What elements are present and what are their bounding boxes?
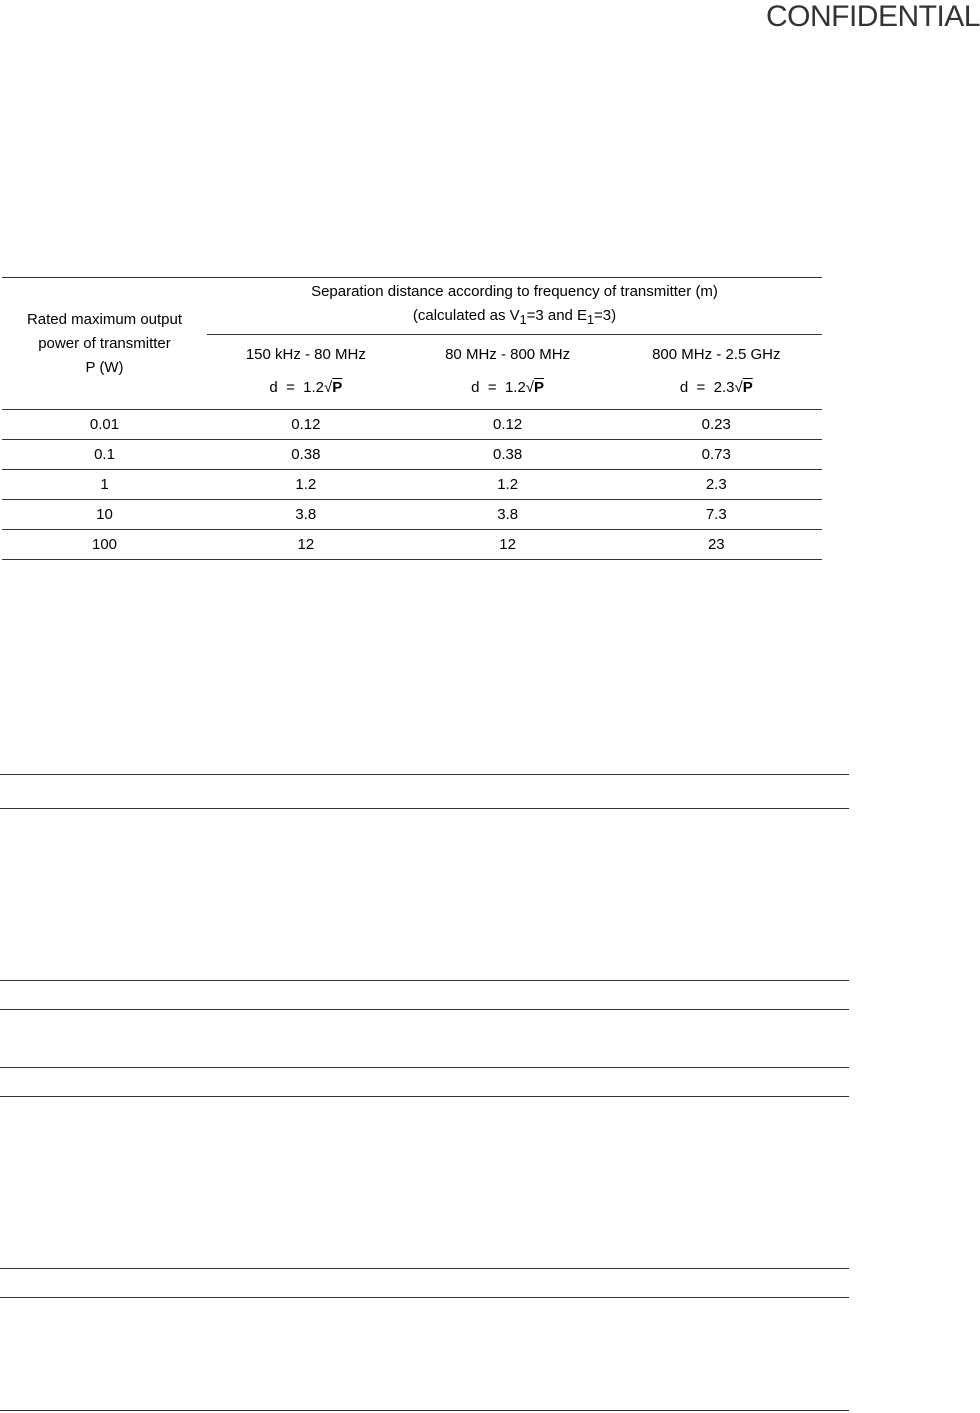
separation-header-title: Separation distance according to frequency of transmitter (m)	[311, 283, 718, 300]
separation-header-subtitle	[207, 304, 822, 332]
band-label-1: 150 kHz - 80 MHz	[245, 346, 366, 363]
distance-cell: 1.2	[405, 470, 611, 500]
power-cell: 10	[2, 500, 207, 530]
table-header-row	[2, 278, 822, 335]
distance-cell: 0.12	[207, 410, 405, 440]
divider-line	[0, 1067, 849, 1068]
divider-line	[0, 1410, 849, 1411]
formula-root: P	[742, 378, 753, 396]
divider-line	[0, 774, 849, 775]
subtitle-subscript: 1	[519, 313, 527, 327]
formula-3	[611, 365, 822, 410]
formula-prefix: d = 1.2	[269, 378, 325, 396]
divider-line	[0, 1297, 849, 1298]
formula-root: P	[534, 378, 545, 396]
band-label-3: 800 MHz - 2.5 GHz	[652, 346, 781, 363]
power-header-line: P (W)	[85, 358, 124, 376]
subtitle-text: =3)	[594, 307, 617, 324]
divider-line	[0, 1096, 849, 1097]
table-row	[2, 500, 822, 530]
distance-cell: 3.8	[405, 500, 611, 530]
distance-cell: 12	[405, 530, 611, 560]
subtitle-text: (calculated as V	[412, 307, 520, 324]
subtitle-text: =3 and E	[526, 307, 588, 324]
power-header-line: Rated maximum output	[26, 310, 183, 328]
separation-distance-table	[2, 277, 822, 560]
distance-cell: 23	[611, 530, 822, 560]
formula-root: P	[332, 378, 343, 396]
power-column-header	[2, 278, 207, 410]
formula-1	[207, 365, 405, 410]
subtitle-subscript: 1	[587, 313, 594, 327]
power-cell: 0.1	[2, 440, 207, 470]
distance-cell: 1.2	[207, 470, 405, 500]
formula-prefix: d = 2.3	[679, 378, 735, 396]
table-row	[2, 530, 822, 560]
distance-cell: 0.73	[611, 440, 822, 470]
table-row	[2, 410, 822, 440]
table-row	[2, 470, 822, 500]
distance-cell: 0.23	[611, 410, 822, 440]
divider-line	[0, 980, 849, 981]
sqrt-sign: √	[734, 378, 743, 396]
distance-cell: 12	[207, 530, 405, 560]
power-cell: 0.01	[2, 410, 207, 440]
divider-line	[0, 808, 849, 809]
divider-line	[0, 1268, 849, 1269]
sqrt-sign: √	[525, 378, 535, 396]
table-row	[2, 440, 822, 470]
distance-cell: 0.12	[405, 410, 611, 440]
power-cell: 1	[2, 470, 207, 500]
distance-cell: 3.8	[207, 500, 405, 530]
separation-distance-header	[207, 278, 822, 335]
distance-cell: 7.3	[611, 500, 822, 530]
power-header-line: power of transmitter	[38, 334, 171, 352]
formula-prefix: d = 1.2	[471, 378, 526, 396]
confidential-watermark: CONFIDENTIAL	[765, 0, 980, 33]
divider-line	[0, 1009, 849, 1010]
sqrt-sign: √	[324, 378, 333, 396]
distance-cell: 0.38	[405, 440, 611, 470]
distance-cell: 0.38	[207, 440, 405, 470]
distance-cell: 2.3	[611, 470, 822, 500]
power-cell: 100	[2, 530, 207, 560]
band-label-2: 80 MHz - 800 MHz	[445, 346, 571, 363]
formula-2	[405, 365, 611, 410]
